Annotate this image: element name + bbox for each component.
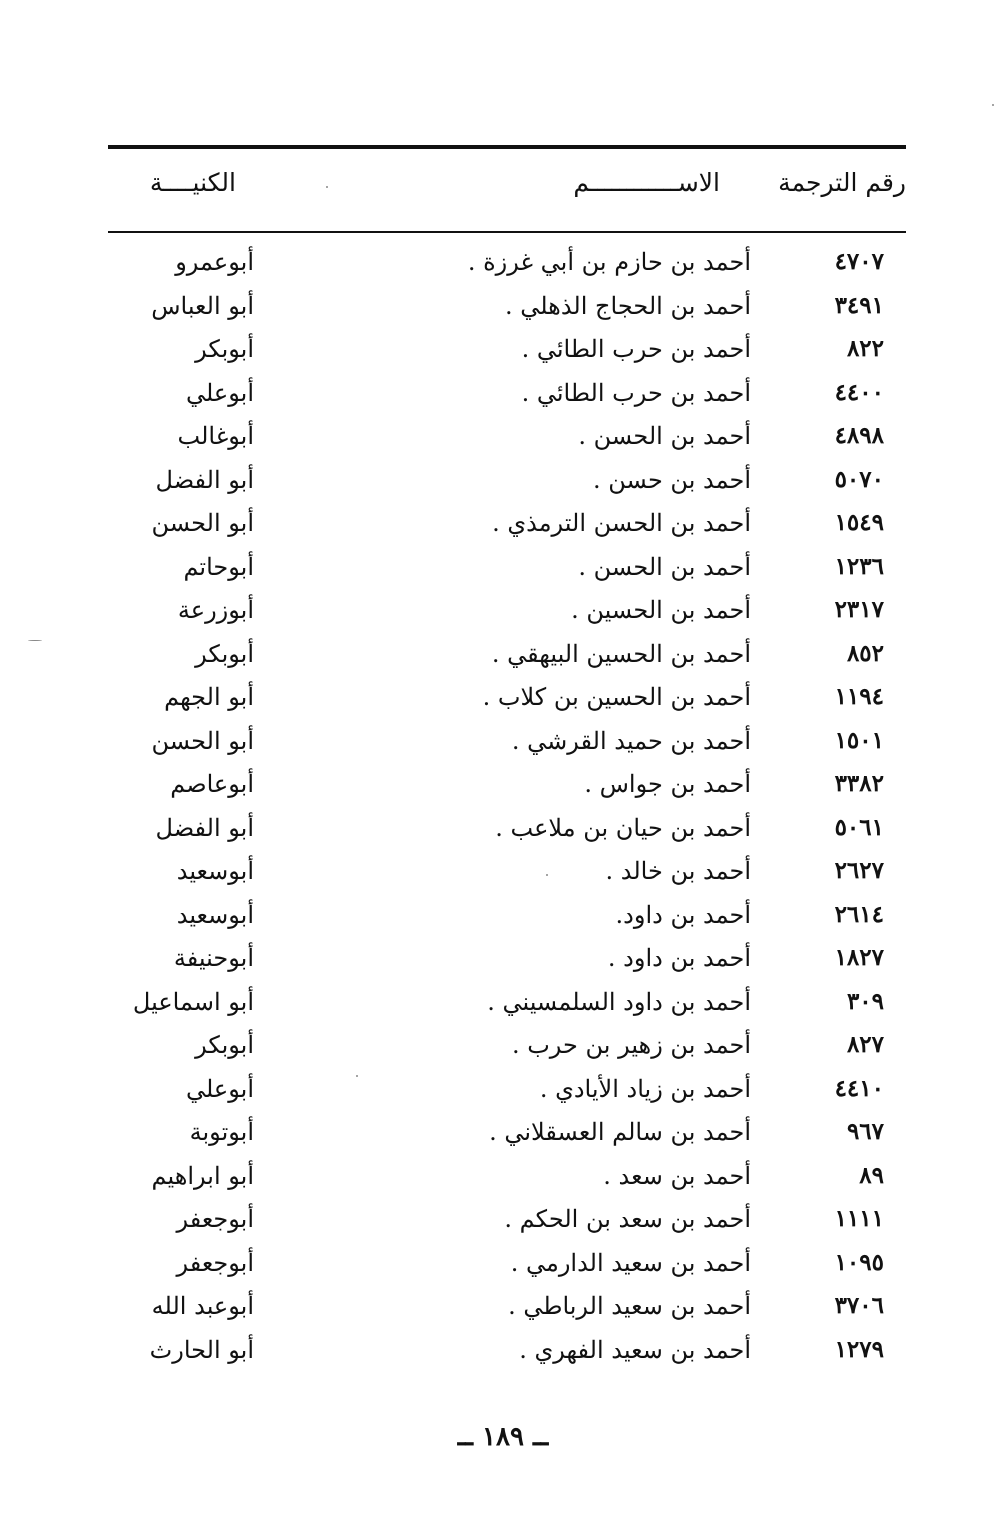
entry-kunya: أبوعلي (185, 378, 254, 407)
table-row (0, 503, 1006, 547)
entry-kunya: أبو ابراهيم (151, 1161, 254, 1190)
entry-kunya: أبو الحارث (149, 1335, 254, 1364)
table-row (0, 1025, 1006, 1069)
entry-name: أحمد بن الحسن . (578, 422, 751, 450)
page-number: ــ ١٨٩ ــ (457, 1422, 549, 1452)
table-row (0, 764, 1006, 808)
entry-number: ٥٠٦١ (834, 813, 884, 841)
entry-number: ٣٠٩ (846, 987, 884, 1015)
entry-name: أحمد بن الحسن الترمذي . (492, 509, 751, 537)
entry-name: أحمد بن زياد الأيادي . (539, 1074, 751, 1103)
entry-number: ١٢٣٦ (834, 552, 884, 580)
entry-kunya: أبو العباس (151, 291, 254, 320)
table-row (0, 634, 1006, 678)
entry-name: أحمد بن حازم بن أبي غرزة . (467, 248, 751, 276)
table-row (0, 808, 1006, 852)
entry-name: أحمد بن داود . (607, 944, 751, 972)
entry-name: أحمد بن حرب الطائي . (521, 378, 751, 407)
entry-number: ٤٤٠٠ (834, 378, 884, 406)
table-row (0, 982, 1006, 1026)
table-row (0, 1156, 1006, 1200)
column-header-number: رقم الترجمة (778, 168, 906, 197)
entry-kunya: أبوحاتم (183, 552, 254, 581)
entry-name: أحمد بن حميد القرشي . (511, 726, 751, 755)
entry-name: أحمد بن حيان بن ملاعب . (495, 813, 751, 842)
entry-kunya: أبوبكر (195, 1031, 254, 1059)
entry-kunya: أبو الجهم (164, 683, 254, 711)
column-header-name: الاســــــــــــم (573, 168, 720, 197)
entry-name: أحمد بن الحجاج الذهلي . (504, 291, 751, 320)
table-row (0, 1286, 1006, 1330)
entry-number: ٨٢٢ (846, 335, 884, 362)
entry-number: ٢٣١٧ (834, 596, 884, 623)
entry-kunya: أبوعلي (185, 1074, 254, 1103)
entry-number: ٢٦٢٧ (834, 857, 884, 884)
entry-number: ١٥٤٩ (834, 509, 884, 536)
table-row (0, 329, 1006, 373)
table-row (0, 721, 1006, 765)
entry-number: ٥٠٧٠ (834, 465, 884, 493)
entry-number: ٤٧٠٧ (834, 248, 884, 275)
entry-name: أحمد بن جواس . (584, 770, 751, 798)
entry-name: أحمد بن سعيد الفهري . (519, 1335, 751, 1364)
table-row (0, 1330, 1006, 1374)
entry-number: ١١١١ (834, 1205, 884, 1232)
entry-kunya: أبو الحسن (151, 509, 254, 537)
entry-kunya: أبوعمرو (175, 248, 254, 276)
entry-number: ٣٣٨٢ (834, 770, 884, 797)
table-row (0, 373, 1006, 417)
entry-name: أحمد بن الحسين بن كلاب . (482, 683, 751, 711)
entry-name: أحمد بن حسن . (593, 465, 751, 494)
table-row (0, 460, 1006, 504)
entry-kunya: أبوجعفر (176, 1205, 254, 1233)
entry-number: ٨٩ (859, 1161, 884, 1189)
scan-speck (992, 104, 994, 106)
entry-name: أحمد بن الحسين . (571, 596, 751, 624)
entry-kunya: أبوتوبة (189, 1118, 254, 1146)
entry-name: أحمد بن سعد بن الحكم . (504, 1205, 751, 1233)
table-row (0, 1112, 1006, 1156)
entry-kunya: أبو الحسن (151, 726, 254, 755)
table-row (0, 677, 1006, 721)
table-row (0, 1069, 1006, 1113)
table-row (0, 286, 1006, 330)
entry-kunya: أبوعاصم (170, 770, 254, 798)
entry-name: أحمد بن حرب الطائي . (521, 335, 751, 363)
entry-kunya: أبوجعفر (176, 1248, 254, 1277)
entry-name: أحمد بن زهير بن حرب . (511, 1031, 751, 1059)
entry-number: ٨٥٢ (846, 639, 884, 667)
header-bottom-rule (108, 231, 906, 233)
entry-name: أحمد بن الحسن . (578, 552, 751, 581)
table-row (0, 1243, 1006, 1287)
table-row (0, 547, 1006, 591)
entry-number: ٢٦١٤ (834, 900, 884, 928)
entry-kunya: أبوحنيفة (173, 944, 254, 972)
entry-number: ٤٨٩٨ (834, 422, 884, 449)
entry-name: أحمد بن سعيد الدارمي . (510, 1248, 751, 1277)
entry-name: أحمد بن سعد . (603, 1161, 751, 1190)
entry-kunya: أبوبكر (195, 335, 254, 363)
entry-name: أحمد بن داود. (615, 900, 751, 929)
entry-number: ١٥٠١ (834, 726, 884, 754)
entry-number: ١٢٧٩ (834, 1335, 884, 1363)
entry-name: أحمد بن الحسين البيهقي . (491, 639, 751, 668)
entry-number: ١٠٩٥ (834, 1248, 884, 1276)
entry-kunya: أبوعبد الله (151, 1292, 254, 1320)
table-row (0, 416, 1006, 460)
scan-speck (326, 186, 328, 188)
table-row (0, 851, 1006, 895)
entry-number: ٣٧٠٦ (834, 1292, 884, 1319)
table-row (0, 938, 1006, 982)
table-row (0, 590, 1006, 634)
entry-number: ٩٦٧ (846, 1118, 884, 1145)
header-top-rule (108, 145, 906, 149)
entry-kunya: أبوبكر (195, 639, 254, 668)
entry-name: أحمد بن سعيد الرباطي . (508, 1292, 751, 1320)
scan-speck (28, 640, 42, 641)
entry-kunya: أبو الفضل (155, 813, 254, 842)
entry-number: ١١٩٤ (834, 683, 884, 710)
entry-name: أحمد بن داود السلمسيني . (487, 987, 751, 1016)
entry-kunya: أبوزرعة (177, 596, 254, 624)
scan-speck (546, 874, 548, 876)
table-row (0, 895, 1006, 939)
entry-kunya: أبوسعيد (176, 900, 254, 929)
column-header-kunya: الكنيــــة (149, 168, 236, 197)
table-row (0, 1199, 1006, 1243)
scan-speck (356, 1075, 358, 1077)
entry-kunya: أبوغالب (177, 422, 254, 450)
entry-kunya: أبو اسماعيل (132, 987, 254, 1016)
entry-number: ١٨٢٧ (834, 944, 884, 971)
entry-number: ٤٤١٠ (834, 1074, 884, 1102)
entry-name: أحمد بن سالم العسقلاني . (489, 1118, 751, 1146)
entry-number: ٣٤٩١ (834, 291, 884, 319)
table-row (0, 242, 1006, 286)
entry-name: أحمد بن خالد . (605, 857, 751, 885)
entry-number: ٨٢٧ (846, 1031, 884, 1058)
entries-table (0, 242, 1006, 1373)
entry-kunya: أبو الفضل (155, 465, 254, 494)
entry-kunya: أبوسعيد (176, 857, 254, 885)
